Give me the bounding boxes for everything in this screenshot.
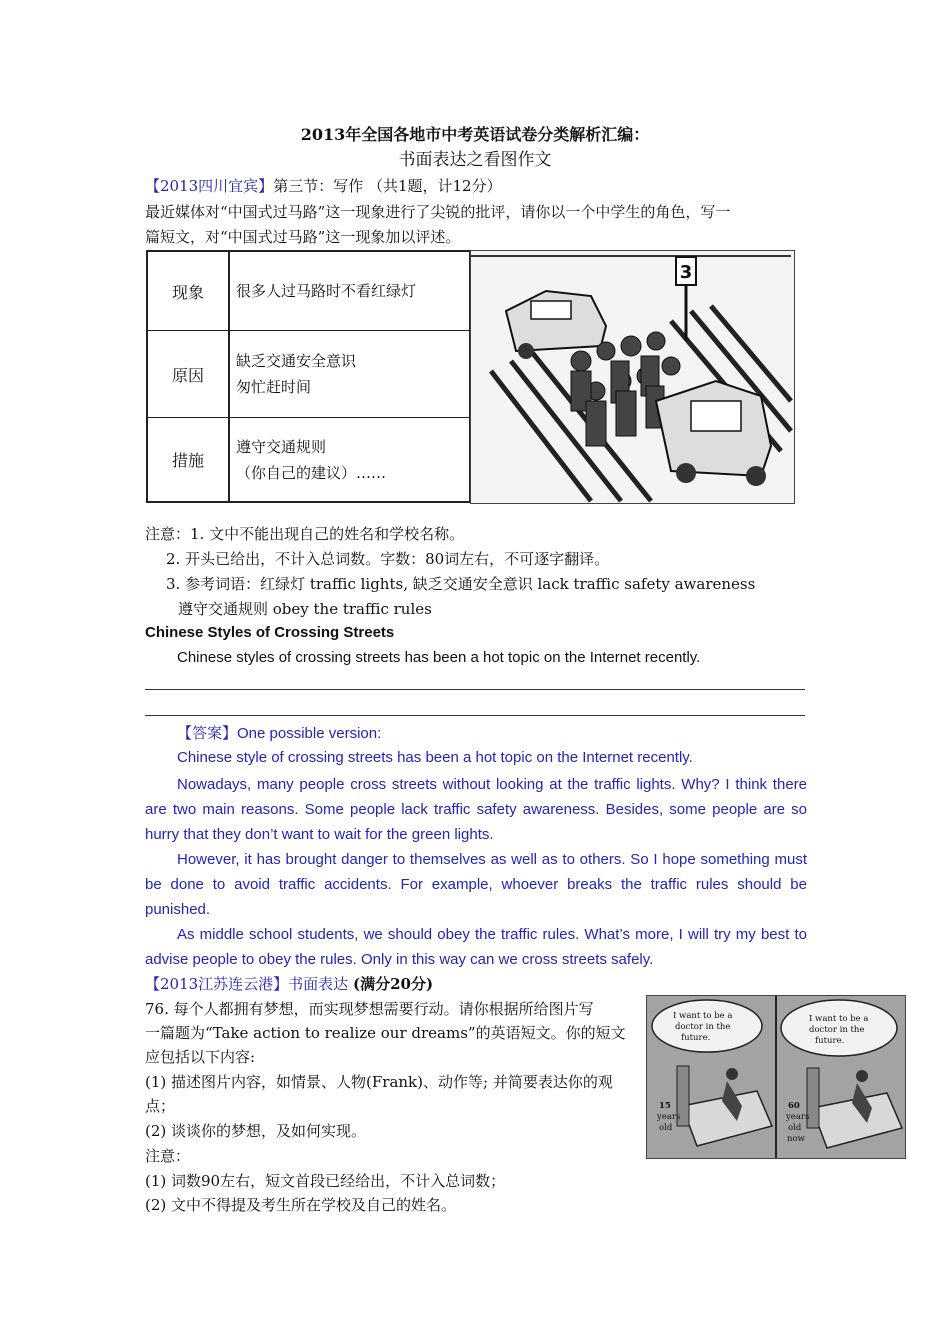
bubble-right-line: I want to be a — [809, 1014, 869, 1024]
crossing-street-illustration — [470, 250, 795, 504]
answer-blank-line — [145, 714, 805, 716]
q1-essay-start: Chinese styles of crossing streets has been a hot topic on the Internet recently. — [177, 649, 701, 666]
table-row-head: 现象 — [148, 252, 230, 330]
answer-blank-line — [145, 688, 805, 690]
document-title: 2013年全国各地市中考英语试卷分类解析汇编： — [300, 125, 650, 144]
age-right-line: now — [787, 1134, 805, 1144]
answer-paragraph-2: Nowadays, many people cross streets without looking at the traffic lights. Why? I think there are two main reasons. Some people lack traffic safety awareness. Besides, some people are so hurry that they don’t want to wait for the green lights. — [145, 776, 807, 843]
q1-section: 第三节：写作 （共1题，计12分） — [273, 177, 502, 195]
table-row-body — [236, 252, 463, 330]
table-cell-line: 匆忙赶时间 — [236, 378, 312, 396]
table-row — [148, 252, 469, 331]
q2-prompt-line-1: 76. 每个人都拥有梦想，而实现梦想需要行动。请你根据所给图片写 — [145, 1000, 594, 1018]
q2-note-1: (1) 词数90左右，短文首段已经给出，不计入总词数； — [145, 1172, 506, 1190]
table-row — [148, 418, 469, 501]
answer-paragraph-1: Chinese style of crossing streets has been a hot topic on the Internet recently. — [177, 749, 693, 766]
age-left-line: old — [659, 1123, 673, 1133]
bubble-right-line: future. — [815, 1036, 845, 1046]
bubble-right-line: doctor in the — [809, 1025, 865, 1035]
document-subtitle: 书面表达之看图作文 — [398, 150, 552, 170]
table-row-head: 原因 — [148, 331, 230, 417]
age-right-line: years — [786, 1112, 810, 1122]
dream-comic-svg — [647, 996, 905, 1158]
q2-requirement-1a: (1) 描述图片内容，如情景、人物(Frank)、动作等; 并简要表达你的观 — [145, 1073, 613, 1091]
q1-note-4: 遵守交通规则 obey the traffic rules — [178, 600, 432, 618]
q1-prompt-line-2: 篇短文，对“中国式过马路”这一现象加以评述。 — [145, 228, 461, 246]
q2-requirement-1b: 点； — [145, 1097, 176, 1115]
q2-heading — [145, 973, 433, 995]
table-row-head: 措施 — [148, 418, 230, 501]
crossing-street-svg — [471, 251, 794, 503]
q1-note-2: 2. 开头已给出，不计入总词数。字数：80词左右，不可逐字翻译。 — [166, 550, 610, 568]
table-row — [148, 331, 469, 418]
table-cell-line: 很多人过马路时不看红绿灯 — [236, 282, 417, 300]
bubble-left-line: I want to be a — [673, 1011, 733, 1021]
table-cell-line: 遵守交通规则 — [236, 437, 327, 456]
age-left-line: 15 — [659, 1101, 671, 1111]
table-cell-line: （你自己的建议）…… — [236, 463, 387, 482]
q2-prompt-line-2: 一篇题为“Take action to realize our dreams”的英语短文。你的短文 — [145, 1024, 626, 1042]
q2-requirement-2: (2) 谈谈你的梦想，及如何实现。 — [145, 1122, 367, 1140]
q2-note-2: (2) 文中不得提及考生所在学校及自己的姓名。 — [145, 1196, 457, 1214]
answer-paragraph-3: However, it has brought danger to themselves as well as to others. So I hope something must be done to avoid traffic accidents. For example, whoever breaks the traffic rules should be punished. — [145, 851, 807, 918]
age-right-line: 60 — [788, 1101, 800, 1111]
answer-intro: One possible version: — [237, 725, 382, 742]
q2-note-label: 注意： — [145, 1147, 191, 1165]
q1-heading — [145, 175, 502, 197]
answer-label: 【答案】 — [177, 724, 238, 742]
q2-prompt-line-3: 应包括以下内容: — [145, 1048, 256, 1066]
q1-prompt-line-1: 最近媒体对“中国式过马路”这一现象进行了尖锐的批评，请你以一个中学生的角色，写一 — [145, 203, 731, 221]
q1-note-1: 注意：1. 文中不能出现自己的姓名和学校名称。 — [145, 525, 465, 543]
dream-comic-illustration — [646, 995, 906, 1159]
bubble-left-line: doctor in the — [675, 1022, 731, 1032]
answer-paragraph-4: As middle school students, we should obey the traffic rules. What’s more, I will try my best to advise people to obey the rules. Only in this way can we cross streets safely. — [145, 926, 807, 968]
bubble-left-line: future. — [681, 1033, 711, 1043]
q1-info-table — [146, 250, 471, 503]
q1-source: 【2013四川宜宾】 — [145, 177, 274, 195]
q2-source: 【2013江苏连云港】书面表达 — [145, 975, 349, 993]
age-left-line: years — [657, 1112, 681, 1122]
table-row-body — [236, 418, 463, 501]
q2-score: (满分20分) — [352, 975, 434, 993]
traffic-light-number: 3 — [679, 262, 693, 283]
answer-label-line — [177, 722, 381, 745]
age-right-line: old — [788, 1123, 802, 1133]
table-row-body — [236, 331, 463, 417]
table-cell-line: 缺乏交通安全意识 — [236, 352, 357, 370]
q1-essay-title: Chinese Styles of Crossing Streets — [145, 624, 395, 641]
q1-note-3: 3. 参考词语：红绿灯 traffic lights, 缺乏交通安全意识 lack traffic safety awareness — [166, 575, 756, 593]
